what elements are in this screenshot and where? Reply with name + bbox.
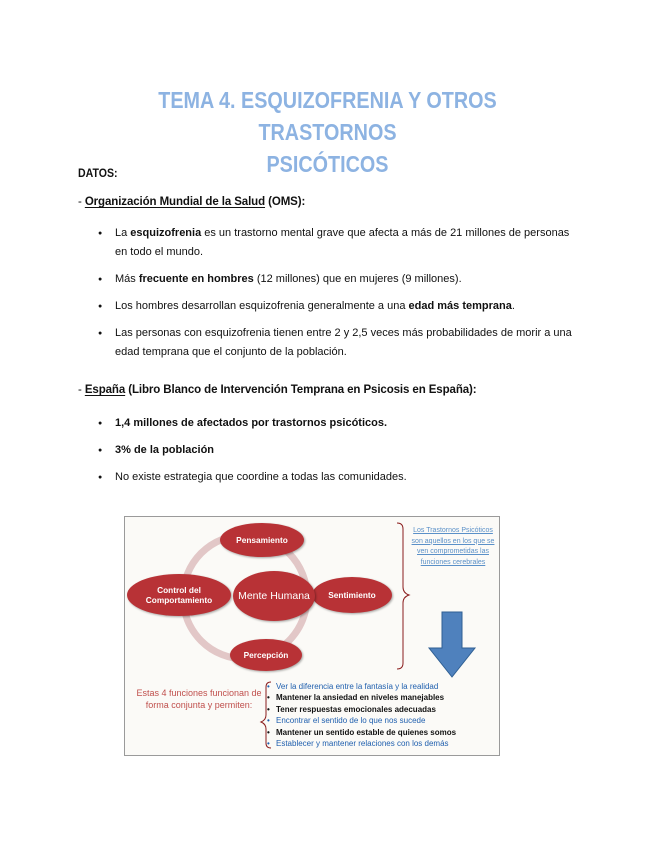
psychosis-diagram — [124, 516, 500, 756]
datos-heading: DATOS: — [78, 166, 118, 180]
side-note: Los Trastornos Psicóticos son aquellos en los que se ven comprometidas las funciones cerebrales — [411, 527, 495, 566]
node-sentimiento: Sentimiento — [312, 577, 392, 613]
page-title — [97, 84, 557, 180]
list-item: • Establecer y mantener relaciones con los demás — [267, 738, 499, 749]
list-item: ● No existe estrategia que coordine a todas las comunidades. — [98, 468, 580, 487]
list-item: • Tener respuestas emocionales adecuadas — [267, 704, 499, 715]
list-item: • Ver la diferencia entre la fantasía y la realidad — [267, 681, 499, 692]
espana-bullet-list — [98, 414, 580, 495]
list-item: ● Más frecuente en hombres (12 millones) que en mujeres (9 millones). — [98, 270, 580, 289]
list-item: • Mantener un sentido estable de quienes somos — [267, 727, 499, 738]
espana-heading: - España (Libro Blanco de Intervención Temprana en Psicosis en España): — [78, 384, 477, 396]
node-mente-humana: Mente Humana — [233, 571, 315, 621]
list-item: ● 1,4 millones de afectados por trastornos psicóticos. — [98, 414, 580, 433]
list-item: ● Los hombres desarrollan esquizofrenia generalmente a una edad más temprana. — [98, 297, 580, 316]
node-percepcion: Percepción — [230, 639, 302, 671]
functions-list — [267, 681, 499, 749]
node-control-comportamiento: Control del Comportamiento — [127, 574, 231, 616]
list-item: ● Las personas con esquizofrenia tienen entre 2 y 2,5 veces más probabilidades de morir a una edad temprana que el conjunto de la población. — [98, 324, 580, 362]
down-arrow-icon — [429, 612, 475, 677]
oms-heading: - Organización Mundial de la Salud (OMS): — [78, 196, 306, 208]
list-item: ● La esquizofrenia es un trastorno mental grave que afecta a más de 21 millones de personas en todo el mundo. — [98, 224, 580, 262]
functions-note: Estas 4 funciones funcionan de forma conjunta y permiten: — [136, 688, 262, 710]
oms-org-name: Organización Mundial de la Salud — [84, 196, 266, 208]
title-line-2: PSICÓTICOS — [266, 151, 389, 177]
oms-bullet-list — [98, 224, 580, 370]
list-item: ● 3% de la población — [98, 441, 580, 460]
right-brace-icon — [397, 523, 409, 669]
list-item: • Encontrar el sentido de lo que nos sucede — [267, 715, 499, 726]
node-pensamiento: Pensamiento — [220, 523, 304, 557]
list-item: • Mantener la ansiedad en niveles manejables — [267, 692, 499, 703]
espana-country: España — [84, 384, 126, 396]
title-line-1: TEMA 4. ESQUIZOFRENIA Y OTROS TRASTORNOS — [158, 87, 497, 145]
